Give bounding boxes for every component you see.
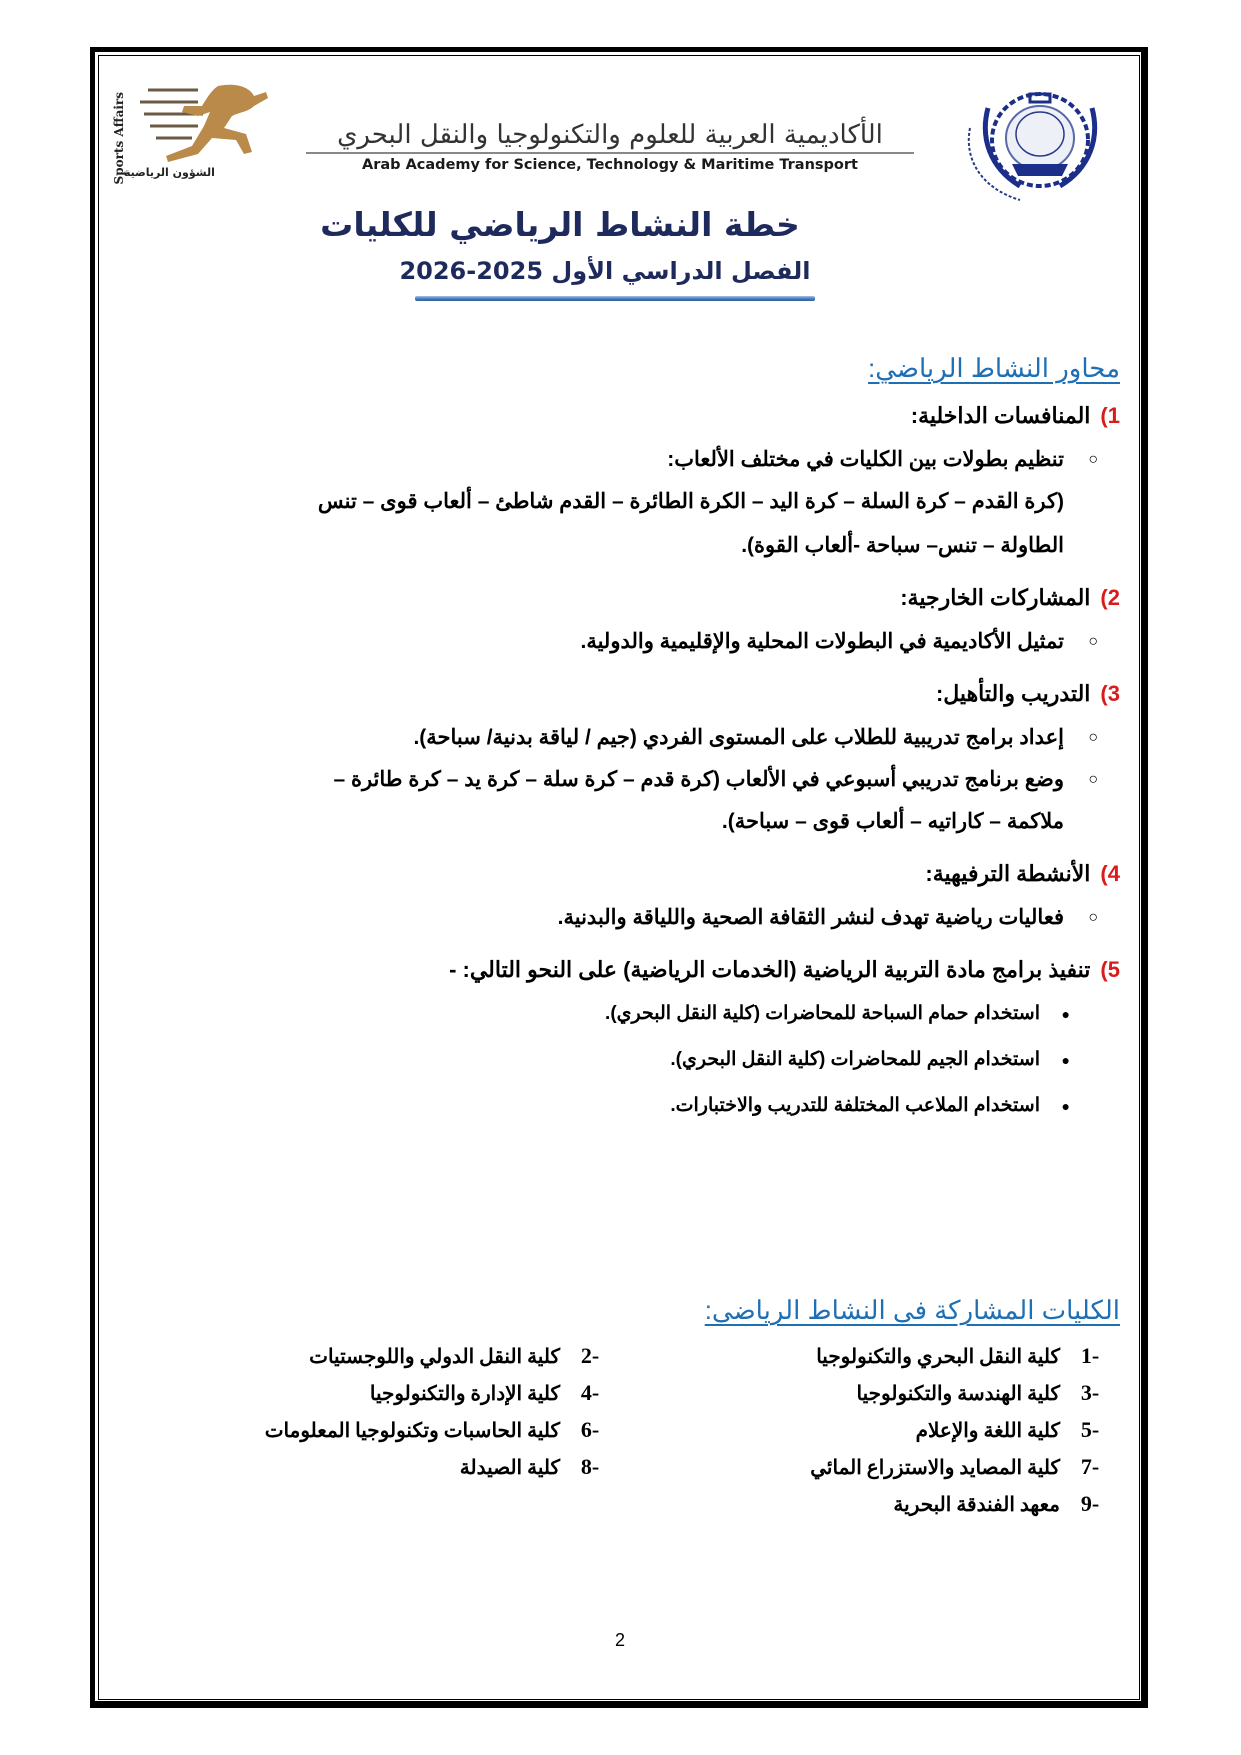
subitem-text: إعداد برامج تدريبية للطلاب على المستوى الفردي (جيم / لياقة بدنية/ سباحة). bbox=[413, 726, 1064, 749]
continuation-line: (كرة القدم – كرة السلة – كرة اليد – الكرة الطائرة – القدم شاطئ – ألعاب قوى – تنس bbox=[317, 490, 1064, 513]
college-name: كلية النقل الدولي واللوجستيات bbox=[309, 1346, 560, 1368]
axis-subitem bbox=[110, 722, 1120, 754]
college-item bbox=[620, 1377, 1120, 1410]
axis-subitem-continuation bbox=[110, 806, 1120, 838]
college-number: -2 bbox=[580, 1343, 600, 1368]
college-name: كلية الحاسبات وتكنولوجيا المعلومات bbox=[264, 1420, 560, 1442]
college-item bbox=[620, 1488, 1120, 1521]
colleges-list bbox=[110, 1340, 1120, 1521]
document-subtitle: الفصل الدراسي الأول 2025-2026 bbox=[399, 257, 811, 285]
running-athlete-icon bbox=[128, 82, 308, 166]
axis-number: 4) bbox=[1100, 861, 1120, 886]
page-number: 2 bbox=[614, 1630, 625, 1650]
section-heading-axes: محاور النشاط الرياضي: bbox=[868, 353, 1120, 383]
bullet-text: استخدام الجيم للمحاضرات (كلية النقل البحري). bbox=[670, 1049, 1040, 1070]
college-number: -8 bbox=[580, 1454, 600, 1479]
sports-affairs-arabic-label: الشؤون الرياضية bbox=[124, 166, 215, 179]
document-title: خطة النشاط الرياضي للكليات bbox=[320, 205, 800, 244]
solid-bullet-icon: ● bbox=[1061, 1006, 1070, 1022]
axis-subitem bbox=[110, 626, 1120, 658]
college-name: كلية الصيدلة bbox=[459, 1457, 560, 1479]
axis-number: 1) bbox=[1100, 403, 1120, 428]
college-item bbox=[120, 1414, 620, 1447]
solid-bullet-icon: ● bbox=[1061, 1098, 1070, 1114]
axis-number: 2) bbox=[1100, 585, 1120, 610]
college-number: -1 bbox=[1080, 1343, 1100, 1368]
college-item bbox=[120, 1451, 620, 1484]
aast-emblem-icon bbox=[930, 88, 1130, 206]
continuation-line: ملاكمة – كاراتيه – ألعاب قوى – سباحة). bbox=[721, 810, 1064, 833]
continuation-line: الطاولة – تنس– سباحة -ألعاب القوة). bbox=[741, 534, 1064, 557]
college-name: كلية اللغة والإعلام bbox=[915, 1420, 1060, 1442]
bullet-text: استخدام الملاعب المختلفة للتدريب والاختبارات. bbox=[670, 1095, 1040, 1116]
college-name: معهد الفندقة البحرية bbox=[893, 1494, 1060, 1516]
axis-item-4 bbox=[110, 858, 1120, 890]
college-name: كلية الهندسة والتكنولوجيا bbox=[856, 1383, 1060, 1405]
college-number: -5 bbox=[1080, 1417, 1100, 1442]
hollow-bullet-icon: ○ bbox=[1088, 633, 1098, 650]
axis-label: المنافسات الداخلية: bbox=[910, 403, 1091, 428]
axis-number: 3) bbox=[1100, 681, 1120, 706]
hollow-bullet-icon: ○ bbox=[1088, 729, 1098, 746]
college-name: كلية الإدارة والتكنولوجيا bbox=[369, 1383, 560, 1405]
axis-item-2 bbox=[110, 582, 1120, 614]
college-item bbox=[620, 1451, 1120, 1484]
college-item bbox=[120, 1377, 620, 1410]
institution-name-english: Arab Academy for Science, Technology & Maritime Transport bbox=[362, 157, 858, 173]
axis-item-3 bbox=[110, 678, 1120, 710]
college-name: كلية المصايد والاستزراع المائي bbox=[810, 1457, 1060, 1479]
college-item bbox=[620, 1414, 1120, 1447]
college-item bbox=[120, 1340, 620, 1373]
activity-axes-section bbox=[110, 350, 1120, 1122]
section-heading-colleges: الكليات المشاركة فى النشاط الرياضى: bbox=[704, 1295, 1120, 1325]
hollow-bullet-icon: ○ bbox=[1088, 451, 1098, 468]
title-underline-rule bbox=[415, 296, 815, 301]
college-number: -9 bbox=[1080, 1491, 1100, 1516]
hollow-bullet-icon: ○ bbox=[1088, 771, 1098, 788]
axis-bullet-item bbox=[110, 1090, 1120, 1122]
sports-affairs-logo bbox=[110, 82, 310, 194]
hollow-bullet-icon: ○ bbox=[1088, 909, 1098, 926]
college-name: كلية النقل البحري والتكنولوجيا bbox=[816, 1346, 1060, 1368]
axis-subitem bbox=[110, 444, 1120, 476]
sports-affairs-label: Sports Affairs bbox=[112, 92, 126, 185]
axis-subitem-continuation bbox=[110, 530, 1120, 562]
college-number: -3 bbox=[1080, 1380, 1100, 1405]
axis-subitem bbox=[110, 764, 1120, 796]
college-number: -6 bbox=[580, 1417, 600, 1442]
axis-item-1 bbox=[110, 400, 1120, 432]
axis-label: التدريب والتأهيل: bbox=[935, 681, 1091, 706]
institution-name-arabic: الأكاديمية العربية للعلوم والتكنولوجيا والنقل البحري bbox=[337, 120, 883, 150]
participating-colleges-section bbox=[110, 1292, 1120, 1521]
axis-label: تنفيذ برامج مادة التربية الرياضية (الخدمات الرياضية) على النحو التالي: - bbox=[449, 957, 1091, 982]
axis-bullet-item bbox=[110, 998, 1120, 1030]
axis-label: الأنشطة الترفيهية: bbox=[925, 861, 1091, 886]
bullet-text: استخدام حمام السباحة للمحاضرات (كلية النقل البحري). bbox=[605, 1003, 1040, 1024]
axis-subitem-continuation bbox=[105, 486, 1120, 518]
subitem-text: وضع برنامج تدريبي أسبوعي في الألعاب (كرة قدم – كرة سلة – كرة يد – كرة طائرة – bbox=[333, 768, 1064, 791]
axis-item-5 bbox=[110, 954, 1120, 986]
solid-bullet-icon: ● bbox=[1061, 1052, 1070, 1068]
axis-bullet-item bbox=[110, 1044, 1120, 1076]
axis-label: المشاركات الخارجية: bbox=[900, 585, 1091, 610]
axis-subitem bbox=[110, 902, 1120, 934]
subitem-text: فعاليات رياضية تهدف لنشر الثقافة الصحية واللياقة والبدنية. bbox=[557, 906, 1064, 929]
institution-header bbox=[300, 118, 920, 178]
college-number: -7 bbox=[1080, 1454, 1100, 1479]
axis-number: 5) bbox=[1100, 957, 1120, 982]
subitem-text: تمثيل الأكاديمية في البطولات المحلية والإقليمية والدولية. bbox=[580, 630, 1064, 653]
college-item bbox=[620, 1340, 1120, 1373]
subitem-text: تنظيم بطولات بين الكليات في مختلف الألعاب: bbox=[667, 448, 1064, 471]
college-number: -4 bbox=[580, 1380, 600, 1405]
aast-emblem-logo bbox=[930, 88, 1130, 206]
